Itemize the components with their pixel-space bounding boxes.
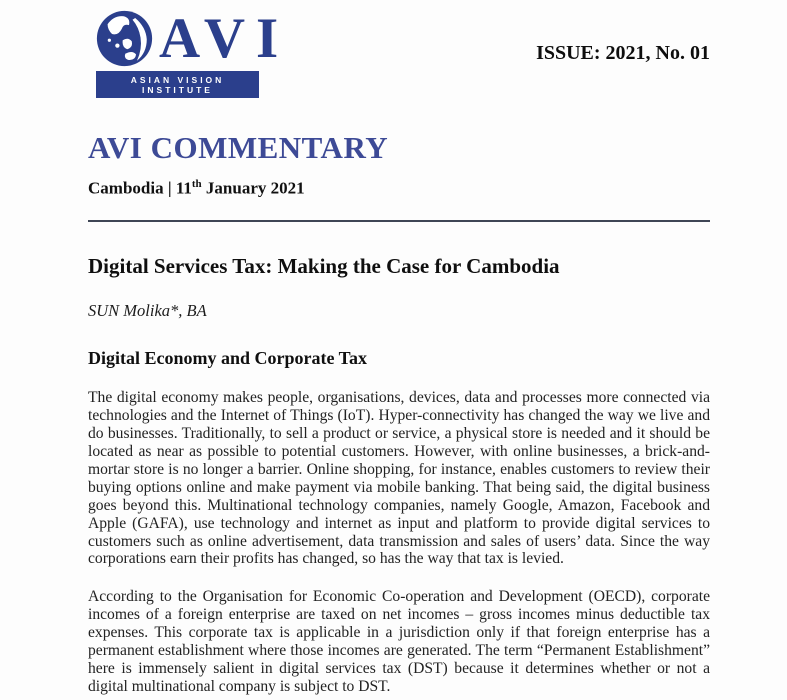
logo-row <box>96 7 290 70</box>
issue-label: ISSUE: 2021, No. 01 <box>536 42 710 64</box>
dateline-prefix: Cambodia | 11 <box>88 178 192 198</box>
dateline-suffix: January 2021 <box>201 178 305 198</box>
paragraph-1: The digital economy makes people, organisations, devices, data and processes more connected via technologies and the Internet of Things (IoT). Hyper-connectivity has changed the way we live and do businesses. Traditionally, to sell a product or service, a physical store is needed and it should be located as near as possible to potential customers. However, with online businesses, a brick-and-mortar store is no longer a barrier. Online shopping, for instance, enables customers to review their buying options online and make payment via mobile banking. That being said, the digital business goes beyond this. Multinational technology companies, namely Google, Amazon, Facebook and Apple (GAFA), use technology and internet as input and platform to provide digital services to customers such as online advertisement, data transmission and sales of users’ data. Since the way corporations earn their profits has changed, so has the way that tax is levied. <box>88 389 710 568</box>
publication-title: AVI COMMENTARY <box>88 130 389 165</box>
globe-icon <box>96 10 153 67</box>
dateline-ordinal: th <box>191 177 202 190</box>
article-author: SUN Molika*, BA <box>88 301 207 321</box>
section-heading: Digital Economy and Corporate Tax <box>88 348 368 369</box>
avi-logo <box>96 7 290 98</box>
paragraph-2: According to the Organisation for Economic Co-operation and Development (OECD), corporate incomes of a foreign enterprise are taxed on net incomes – gross incomes minus deductible tax expenses. This corporate tax is applicable in a jurisdiction only if that foreign enterprise has a permanent establishment where those incomes are generated. The term “Permanent Establishment” here is immensely salient in digital services tax (DST) because it determines whether or not a digital multinational company is subject to DST. <box>88 588 710 695</box>
page-header <box>88 7 710 98</box>
article-title: Digital Services Tax: Making the Case for Cambodia <box>88 254 560 279</box>
dateline <box>88 178 710 199</box>
divider-rule <box>88 220 710 222</box>
logo-tagline: ASIAN VISION INSTITUTE <box>96 71 259 98</box>
logo-acronym: AVI <box>159 7 290 70</box>
